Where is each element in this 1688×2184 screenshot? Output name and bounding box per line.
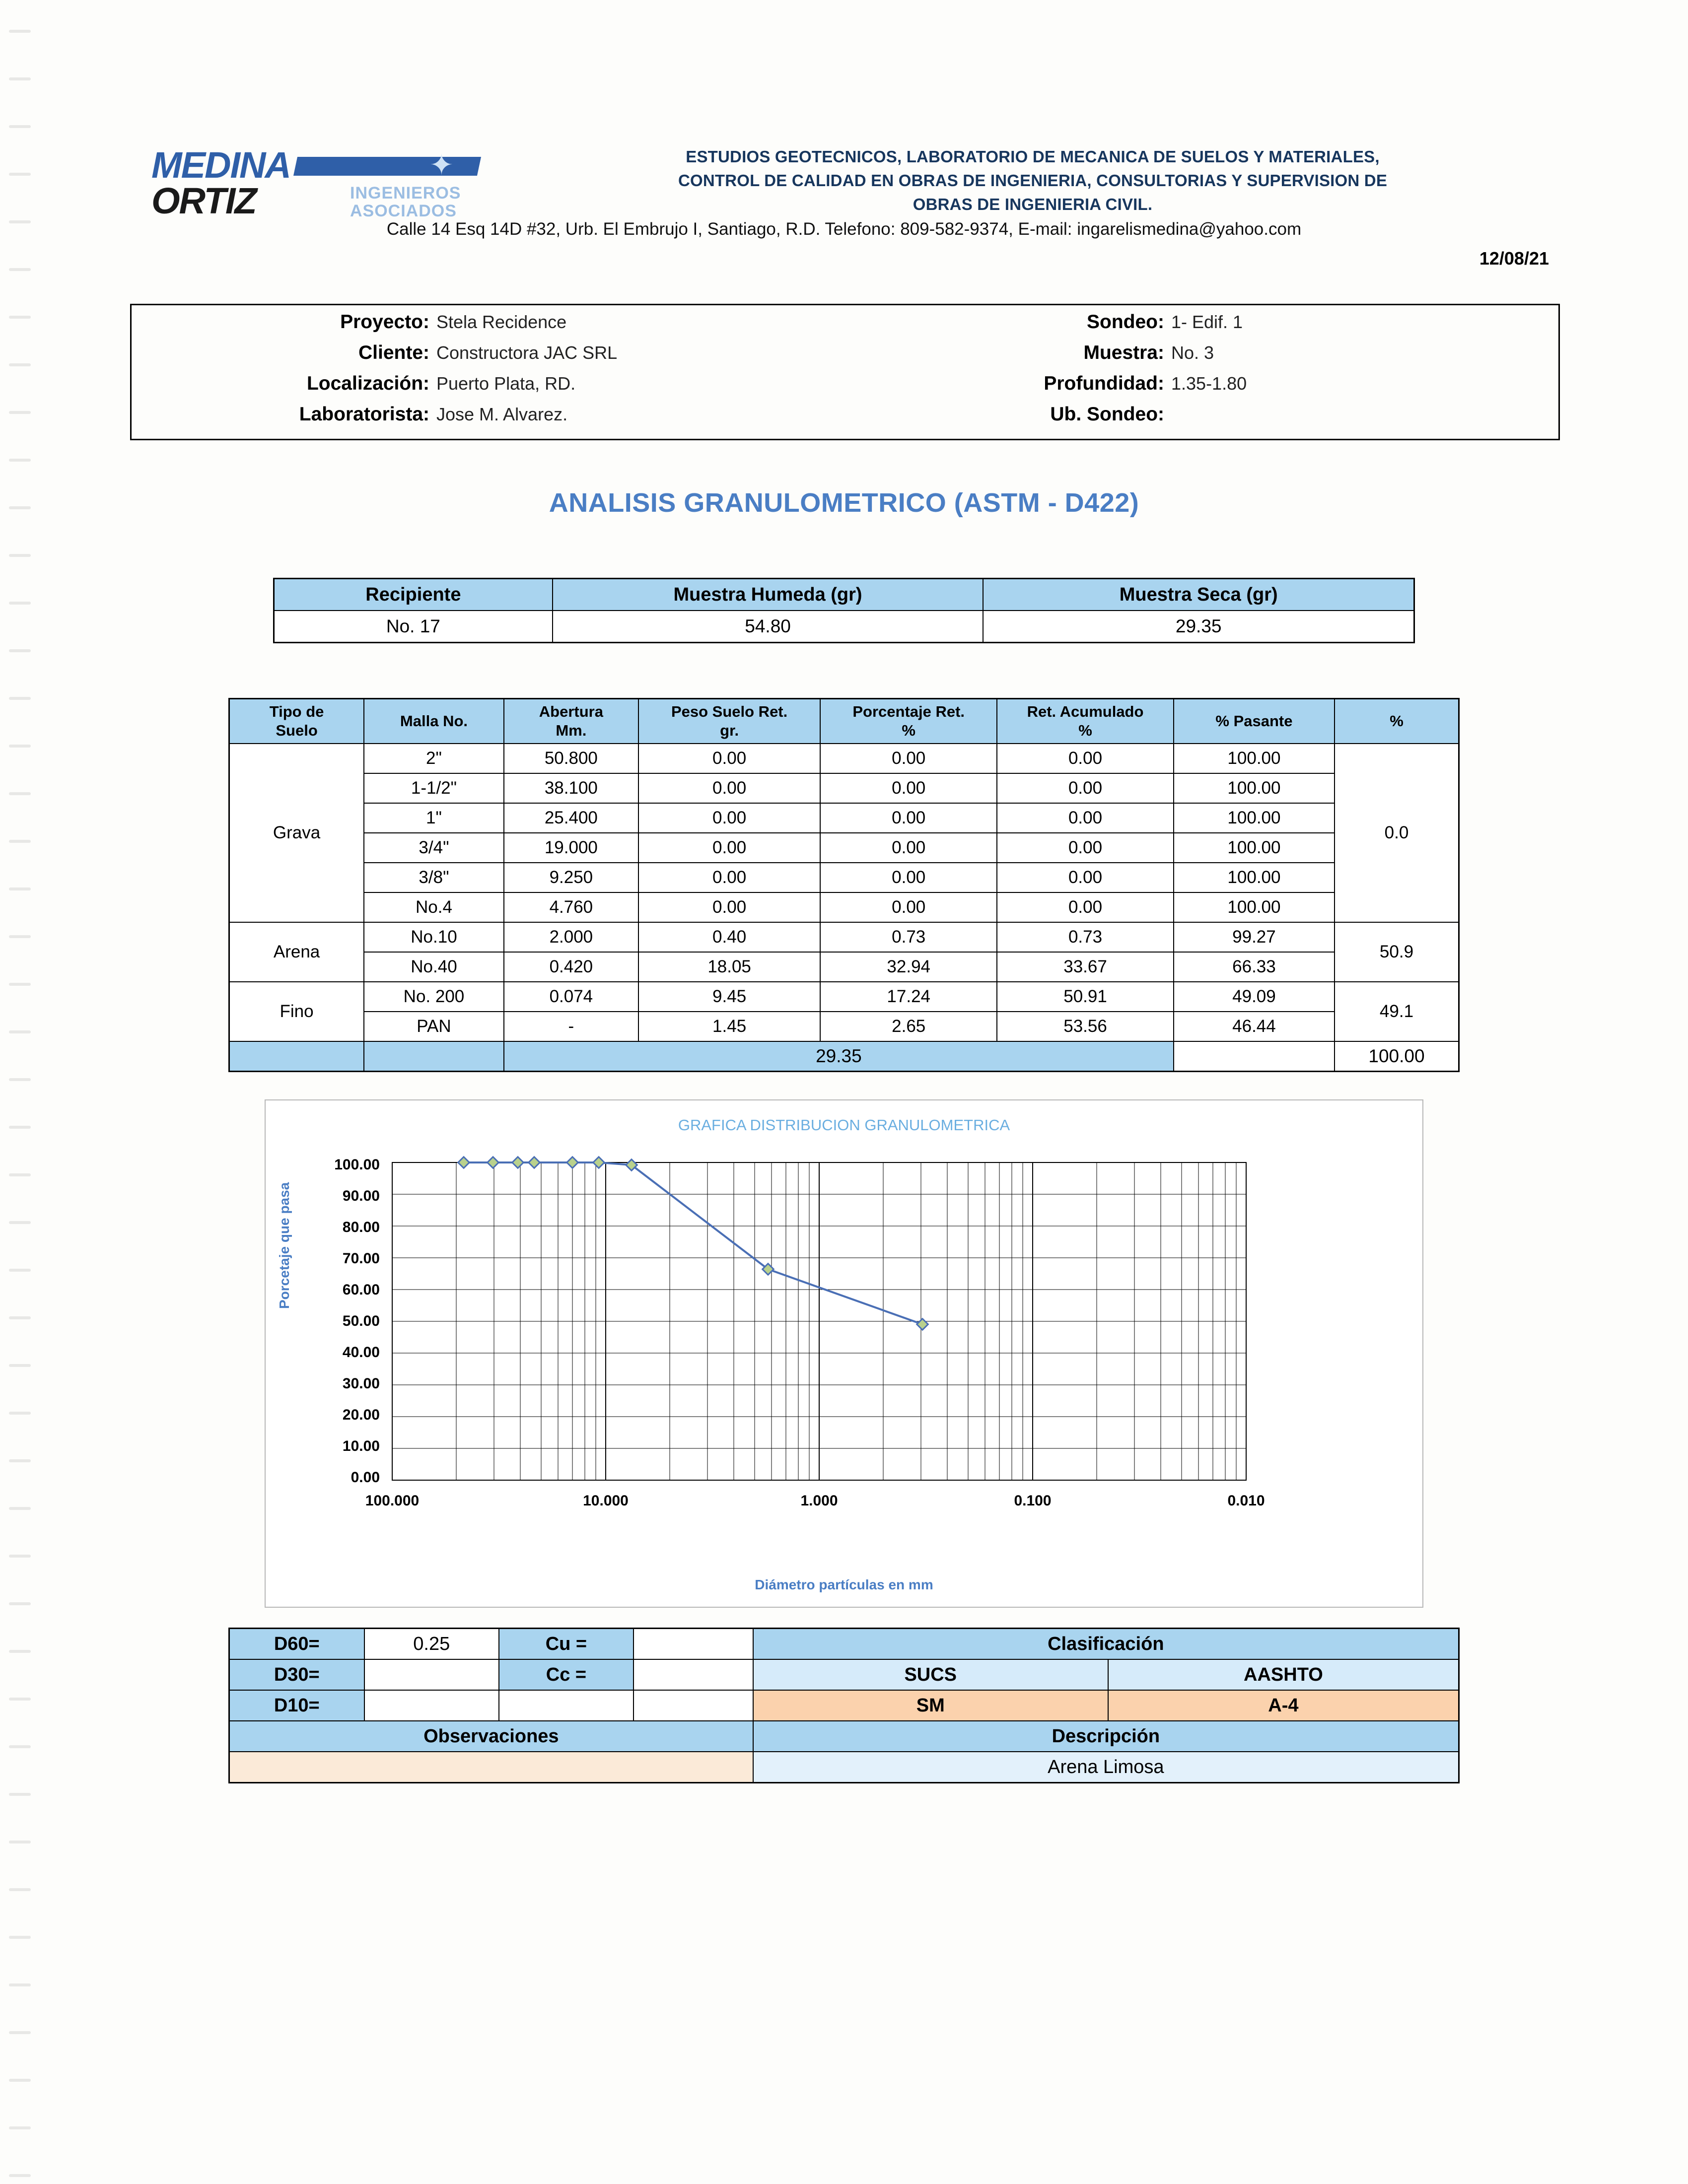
punch-hole bbox=[9, 649, 31, 652]
cell-malla: 2" bbox=[364, 744, 504, 773]
punch-hole bbox=[9, 220, 31, 223]
table-row bbox=[229, 1752, 1459, 1783]
cell-abertura: 2.000 bbox=[504, 922, 638, 952]
group-pct-fino: 49.1 bbox=[1335, 982, 1459, 1041]
cell-peso: 0.00 bbox=[638, 892, 820, 922]
punch-hole bbox=[9, 745, 31, 748]
cell-acumulado: 50.91 bbox=[997, 982, 1174, 1012]
table-row bbox=[274, 611, 1414, 643]
label-aashto: AASHTO bbox=[1108, 1659, 1459, 1690]
company-services-line-1: ESTUDIOS GEOTECNICOS, LABORATORIO DE MECANICA DE SUELOS Y MATERIALES, bbox=[686, 147, 1380, 166]
punch-hole bbox=[9, 1936, 31, 1939]
header-abertura bbox=[504, 699, 638, 744]
cell-pasante: 100.00 bbox=[1174, 744, 1335, 773]
punch-hole bbox=[9, 1745, 31, 1748]
cell-malla: 1" bbox=[364, 803, 504, 833]
x-tick-10: 10.000 bbox=[583, 1493, 629, 1509]
label-clasificacion: Clasificación bbox=[753, 1629, 1459, 1660]
label-cliente: Cliente: bbox=[358, 342, 429, 363]
y-tick-10: 10.00 bbox=[342, 1438, 380, 1454]
punch-hole bbox=[9, 697, 31, 700]
value-d60: 0.25 bbox=[364, 1629, 499, 1660]
punch-hole bbox=[9, 1459, 31, 1462]
table-row bbox=[229, 922, 1459, 952]
y-tick-80: 80.00 bbox=[342, 1219, 380, 1235]
header-peso-line2: gr. bbox=[720, 722, 739, 739]
label-observaciones: Observaciones bbox=[229, 1721, 753, 1752]
info-row-cliente bbox=[132, 342, 906, 373]
cell-malla: PAN bbox=[364, 1012, 504, 1041]
x-tick-100: 100.000 bbox=[365, 1493, 420, 1509]
punch-hole bbox=[9, 1316, 31, 1319]
project-info-box bbox=[130, 304, 1560, 440]
y-tick-0: 0.00 bbox=[351, 1469, 380, 1486]
header-recipiente: Recipiente bbox=[274, 579, 553, 611]
y-tick-90: 90.00 bbox=[342, 1188, 380, 1204]
cell-malla: No.40 bbox=[364, 952, 504, 982]
value-sondeo: 1- Edif. 1 bbox=[1171, 312, 1243, 332]
punch-hole bbox=[9, 125, 31, 128]
cell-porcentaje: 2.65 bbox=[820, 1012, 997, 1041]
cell-porcentaje: 0.00 bbox=[820, 744, 997, 773]
cell-peso: 0.00 bbox=[638, 744, 820, 773]
coefficients-classification-table bbox=[228, 1628, 1460, 1783]
punch-hole bbox=[9, 1650, 31, 1653]
punch-hole bbox=[9, 1888, 31, 1891]
value-profundidad: 1.35-1.80 bbox=[1171, 373, 1247, 394]
cell-pasante: 100.00 bbox=[1174, 803, 1335, 833]
punch-hole bbox=[9, 1841, 31, 1843]
chart-y-axis-label: Porcetaje que pasa bbox=[277, 1182, 292, 1309]
table-row bbox=[229, 773, 1459, 803]
company-services-line-3: OBRAS DE INGENIERIA CIVIL. bbox=[913, 195, 1153, 213]
cell-porcentaje: 0.00 bbox=[820, 803, 997, 833]
cell-abertura: 4.760 bbox=[504, 892, 638, 922]
header-ret-acumulado bbox=[997, 699, 1174, 744]
group-pct-arena: 50.9 bbox=[1335, 922, 1459, 982]
y-tick-70: 70.00 bbox=[342, 1250, 380, 1267]
table-header-row bbox=[229, 699, 1459, 744]
punch-holes bbox=[0, 0, 45, 2184]
header-tipo-suelo-line1: Tipo de bbox=[269, 703, 324, 720]
punch-hole bbox=[9, 1555, 31, 1558]
punch-hole bbox=[9, 30, 31, 33]
logo-text-ortiz: ORTIZ bbox=[151, 180, 256, 221]
punch-hole bbox=[9, 554, 31, 557]
value-muestra-humeda: 54.80 bbox=[553, 611, 984, 643]
header-muestra-humeda: Muestra Humeda (gr) bbox=[553, 579, 984, 611]
label-d30: D30= bbox=[229, 1659, 364, 1690]
total-pasante-spacer bbox=[1174, 1041, 1335, 1072]
page-title: ANALISIS GRANULOMETRICO (ASTM - D422) bbox=[549, 488, 1139, 518]
header-tipo-suelo bbox=[229, 699, 364, 744]
y-tick-40: 40.00 bbox=[342, 1344, 380, 1361]
table-header-row bbox=[274, 579, 1414, 611]
grain-size-chart bbox=[265, 1099, 1423, 1608]
punch-hole bbox=[9, 1983, 31, 1986]
cell-porcentaje: 0.00 bbox=[820, 892, 997, 922]
cell-porcentaje: 0.00 bbox=[820, 833, 997, 863]
value-observaciones bbox=[229, 1752, 753, 1783]
total-spacer-tipo bbox=[229, 1041, 364, 1072]
cell-porcentaje: 17.24 bbox=[820, 982, 997, 1012]
label-laboratorista: Laboratorista: bbox=[299, 404, 429, 425]
cell-porcentaje: 32.94 bbox=[820, 952, 997, 982]
label-localizacion: Localización: bbox=[306, 373, 429, 394]
punch-hole bbox=[9, 1221, 31, 1224]
info-row-localizacion bbox=[132, 373, 906, 404]
punch-hole bbox=[9, 1173, 31, 1176]
table-row bbox=[229, 1721, 1459, 1752]
header-pct: % bbox=[1335, 699, 1459, 744]
label-profundidad: Profundidad: bbox=[1044, 373, 1164, 394]
cell-acumulado: 0.00 bbox=[997, 773, 1174, 803]
label-d60: D60= bbox=[229, 1629, 364, 1660]
cell-acumulado: 33.67 bbox=[997, 952, 1174, 982]
value-cliente: Constructora JAC SRL bbox=[436, 342, 618, 363]
header-acumulado-line1: Ret. Acumulado bbox=[1027, 703, 1144, 720]
table-row bbox=[229, 1690, 1459, 1721]
cell-acumulado: 0.00 bbox=[997, 863, 1174, 892]
info-row-proyecto bbox=[132, 311, 906, 342]
cell-acumulado: 0.00 bbox=[997, 892, 1174, 922]
punch-hole bbox=[9, 935, 31, 938]
label-muestra: Muestra: bbox=[1083, 342, 1164, 363]
cell-pasante: 46.44 bbox=[1174, 1012, 1335, 1041]
value-cu bbox=[633, 1629, 753, 1660]
y-tick-30: 30.00 bbox=[342, 1375, 380, 1392]
y-tick-20: 20.00 bbox=[342, 1407, 380, 1423]
x-tick-0-010: 0.010 bbox=[1227, 1493, 1265, 1509]
company-services-line-2: CONTROL DE CALIDAD EN OBRAS DE INGENIERIA, CONSULTORIAS Y SUPERVISION DE bbox=[678, 171, 1388, 190]
header-acumulado-line2: % bbox=[1078, 722, 1092, 739]
label-cc: Cc = bbox=[499, 1659, 633, 1690]
cell-acumulado: 0.00 bbox=[997, 744, 1174, 773]
value-laboratorista: Jose M. Alvarez. bbox=[436, 404, 568, 424]
header-porcentaje-line2: % bbox=[902, 722, 915, 739]
cell-peso: 0.40 bbox=[638, 922, 820, 952]
value-proyecto: Stela Recidence bbox=[436, 312, 567, 332]
label-sucs: SUCS bbox=[753, 1659, 1108, 1690]
punch-hole bbox=[9, 1269, 31, 1272]
logo-text-medina: MEDINA bbox=[151, 144, 290, 186]
report-date: 12/08/21 bbox=[1479, 248, 1549, 269]
bottom-summary bbox=[228, 1628, 1460, 1783]
label-d10: D10= bbox=[229, 1690, 364, 1721]
cell-abertura: 25.400 bbox=[504, 803, 638, 833]
header-pasante: % Pasante bbox=[1174, 699, 1335, 744]
value-sucs: SM bbox=[753, 1690, 1108, 1721]
cell-malla: 1-1/2" bbox=[364, 773, 504, 803]
punch-hole bbox=[9, 840, 31, 843]
punch-hole bbox=[9, 1698, 31, 1701]
punch-hole bbox=[9, 1126, 31, 1129]
cell-malla: No. 200 bbox=[364, 982, 504, 1012]
value-muestra-seca: 29.35 bbox=[983, 611, 1414, 643]
cell-acumulado: 0.00 bbox=[997, 833, 1174, 863]
project-info-left-column bbox=[132, 311, 906, 434]
punch-hole bbox=[9, 2126, 31, 2129]
cell-abertura: 9.250 bbox=[504, 863, 638, 892]
total-weight: 29.35 bbox=[504, 1041, 1174, 1072]
report-sheet bbox=[124, 124, 1564, 1783]
sample-weights-table bbox=[273, 578, 1415, 643]
cell-acumulado: 0.73 bbox=[997, 922, 1174, 952]
value-aashto: A-4 bbox=[1108, 1690, 1459, 1721]
table-row bbox=[229, 982, 1459, 1012]
y-tick-50: 50.00 bbox=[342, 1313, 380, 1329]
chart-series-line bbox=[464, 1162, 922, 1324]
table-row bbox=[229, 1659, 1459, 1690]
label-proyecto: Proyecto: bbox=[340, 311, 429, 333]
header-porcentaje-ret bbox=[820, 699, 997, 744]
table-row bbox=[229, 863, 1459, 892]
cell-pasante: 100.00 bbox=[1174, 892, 1335, 922]
cell-peso: 9.45 bbox=[638, 982, 820, 1012]
table-row bbox=[229, 1012, 1459, 1041]
punch-hole bbox=[9, 1364, 31, 1367]
value-muestra: No. 3 bbox=[1171, 342, 1214, 363]
info-row-profundidad bbox=[906, 373, 1551, 404]
group-label-arena: Arena bbox=[229, 922, 364, 982]
info-row-ub-sondeo bbox=[906, 404, 1551, 434]
header-porcentaje-line1: Porcentaje Ret. bbox=[852, 703, 965, 720]
chart-title: GRAFICA DISTRIBUCION GRANULOMETRICA bbox=[678, 1116, 1010, 1134]
table-row bbox=[229, 952, 1459, 982]
project-info-right-column bbox=[906, 311, 1551, 434]
punch-hole bbox=[9, 2174, 31, 2177]
cell-malla: No.10 bbox=[364, 922, 504, 952]
punch-hole bbox=[9, 2079, 31, 2082]
value-recipiente: No. 17 bbox=[274, 611, 553, 643]
label-ub-sondeo: Ub. Sondeo: bbox=[1050, 404, 1164, 425]
cell-pasante: 100.00 bbox=[1174, 773, 1335, 803]
value-d30 bbox=[364, 1659, 499, 1690]
table-row bbox=[229, 803, 1459, 833]
header-muestra-seca: Muestra Seca (gr) bbox=[983, 579, 1414, 611]
value-cc bbox=[633, 1659, 753, 1690]
value-localizacion: Puerto Plata, RD. bbox=[436, 373, 576, 394]
cell-peso: 0.00 bbox=[638, 833, 820, 863]
company-logo bbox=[151, 144, 519, 221]
cell-pasante: 66.33 bbox=[1174, 952, 1335, 982]
punch-hole bbox=[9, 268, 31, 271]
cell-pasante: 49.09 bbox=[1174, 982, 1335, 1012]
total-pct: 100.00 bbox=[1335, 1041, 1459, 1072]
table-row bbox=[229, 892, 1459, 922]
label-cu: Cu = bbox=[499, 1629, 633, 1660]
header-tipo-suelo-line2: Suelo bbox=[276, 722, 318, 739]
x-tick-1: 1.000 bbox=[800, 1493, 838, 1509]
cell-malla: No.4 bbox=[364, 892, 504, 922]
cell-pasante: 100.00 bbox=[1174, 833, 1335, 863]
cell-abertura: - bbox=[504, 1012, 638, 1041]
blank-cell-1 bbox=[499, 1690, 633, 1721]
chart-data-points bbox=[458, 1157, 928, 1330]
label-sondeo: Sondeo: bbox=[1087, 311, 1164, 333]
punch-hole bbox=[9, 1793, 31, 1796]
cell-acumulado: 53.56 bbox=[997, 1012, 1174, 1041]
punch-hole bbox=[9, 1602, 31, 1605]
punch-hole bbox=[9, 459, 31, 462]
table-total-row bbox=[229, 1041, 1459, 1072]
punch-hole bbox=[9, 411, 31, 414]
total-spacer-malla bbox=[364, 1041, 504, 1072]
x-tick-0-100: 0.100 bbox=[1014, 1493, 1052, 1509]
group-pct-grava: 0.0 bbox=[1335, 744, 1459, 922]
chart-plot-area bbox=[266, 1100, 1422, 1607]
punch-hole bbox=[9, 1078, 31, 1081]
cell-pasante: 100.00 bbox=[1174, 863, 1335, 892]
punch-hole bbox=[9, 1507, 31, 1510]
punch-hole bbox=[9, 77, 31, 80]
y-tick-60: 60.00 bbox=[342, 1282, 380, 1298]
cell-porcentaje: 0.73 bbox=[820, 922, 997, 952]
value-d10 bbox=[364, 1690, 499, 1721]
cell-peso: 0.00 bbox=[638, 773, 820, 803]
cell-acumulado: 0.00 bbox=[997, 803, 1174, 833]
header-abertura-line2: Mm. bbox=[556, 722, 587, 739]
cell-peso: 0.00 bbox=[638, 803, 820, 833]
header-peso-line1: Peso Suelo Ret. bbox=[671, 703, 788, 720]
cell-abertura: 19.000 bbox=[504, 833, 638, 863]
logo-star-icon: ✦ bbox=[429, 149, 454, 181]
cell-porcentaje: 0.00 bbox=[820, 863, 997, 892]
cell-abertura: 50.800 bbox=[504, 744, 638, 773]
y-tick-100: 100.00 bbox=[334, 1157, 380, 1173]
logo-subtitle-asociados: ASOCIADOS bbox=[350, 202, 457, 220]
label-descripcion: Descripción bbox=[753, 1721, 1459, 1752]
punch-hole bbox=[9, 792, 31, 795]
cell-abertura: 0.420 bbox=[504, 952, 638, 982]
cell-malla: 3/8" bbox=[364, 863, 504, 892]
company-address: Calle 14 Esq 14D #32, Urb. El Embrujo I, Santiago, R.D. Telefono: 809-582-9374, E-mail: ingarelismedina@yahoo.com bbox=[386, 219, 1302, 239]
header-peso-suelo-ret bbox=[638, 699, 820, 744]
cell-porcentaje: 0.00 bbox=[820, 773, 997, 803]
table-row bbox=[229, 833, 1459, 863]
cell-abertura: 38.100 bbox=[504, 773, 638, 803]
header-malla: Malla No. bbox=[364, 699, 504, 744]
punch-hole bbox=[9, 602, 31, 605]
cell-abertura: 0.074 bbox=[504, 982, 638, 1012]
cell-malla: 3/4" bbox=[364, 833, 504, 863]
punch-hole bbox=[9, 1412, 31, 1415]
group-label-fino: Fino bbox=[229, 982, 364, 1041]
cell-peso: 18.05 bbox=[638, 952, 820, 982]
punch-hole bbox=[9, 173, 31, 176]
report-header bbox=[124, 124, 1564, 273]
punch-hole bbox=[9, 506, 31, 509]
punch-hole bbox=[9, 983, 31, 986]
cell-peso: 0.00 bbox=[638, 863, 820, 892]
cell-peso: 1.45 bbox=[638, 1012, 820, 1041]
chart-x-axis-label: Diámetro partículas en mm bbox=[755, 1577, 933, 1592]
punch-hole bbox=[9, 2031, 31, 2034]
gradation-table bbox=[228, 698, 1460, 1072]
company-services-block bbox=[521, 145, 1544, 216]
group-label-grava: Grava bbox=[229, 744, 364, 922]
punch-hole bbox=[9, 1030, 31, 1033]
punch-hole bbox=[9, 363, 31, 366]
table-row bbox=[229, 744, 1459, 773]
punch-hole bbox=[9, 887, 31, 890]
cell-pasante: 99.27 bbox=[1174, 922, 1335, 952]
info-row-laboratorista bbox=[132, 404, 906, 434]
value-descripcion: Arena Limosa bbox=[753, 1752, 1459, 1783]
blank-cell-2 bbox=[633, 1690, 753, 1721]
header-abertura-line1: Abertura bbox=[539, 703, 603, 720]
logo-subtitle-ingenieros: INGENIEROS bbox=[350, 184, 461, 203]
info-row-muestra bbox=[906, 342, 1551, 373]
table-row bbox=[229, 1629, 1459, 1660]
info-row-sondeo bbox=[906, 311, 1551, 342]
punch-hole bbox=[9, 316, 31, 319]
